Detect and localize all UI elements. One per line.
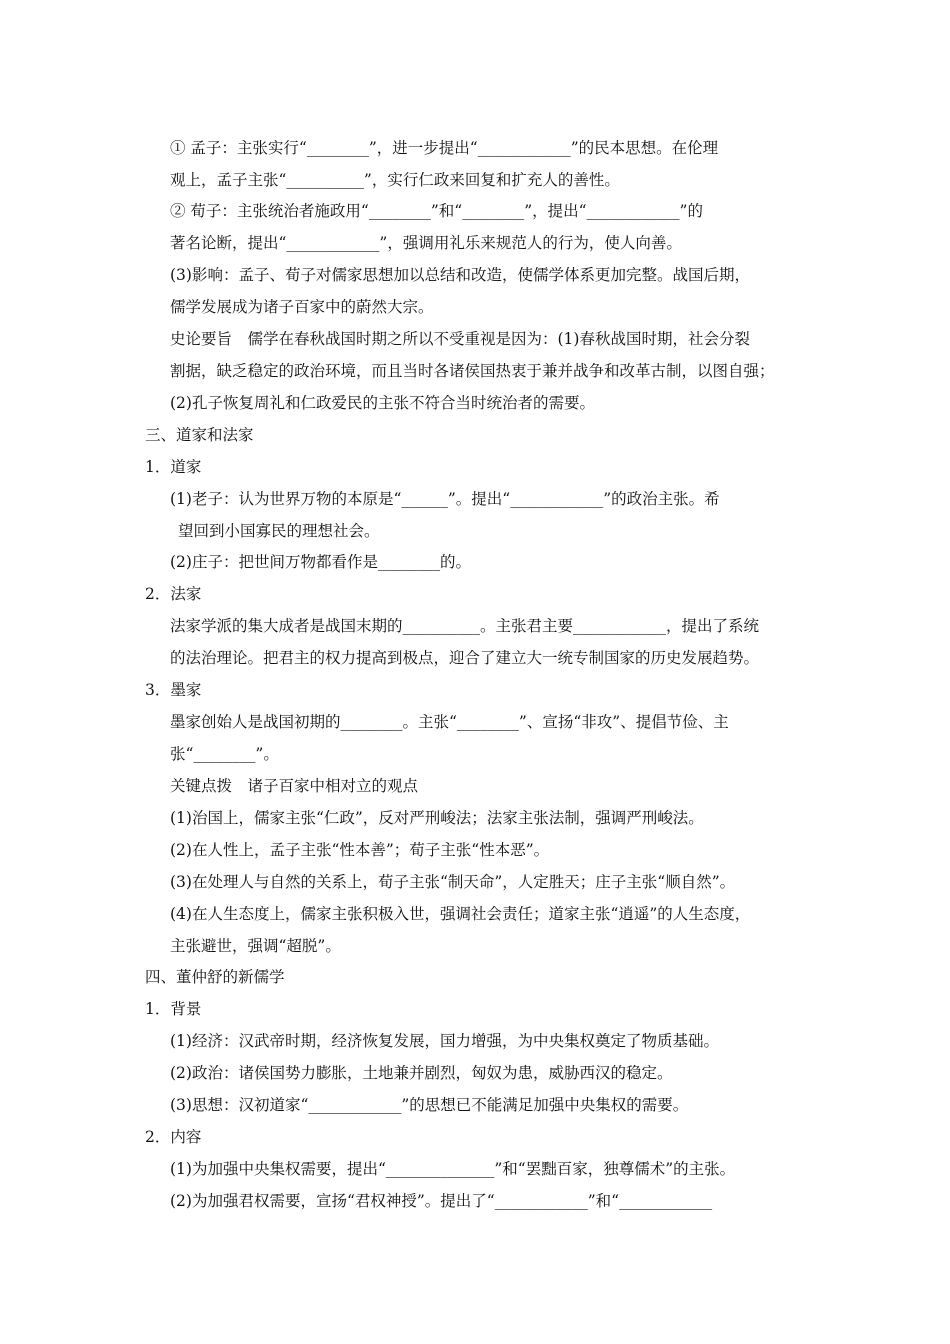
subsection-heading: 1．道家 [145,458,202,476]
text-line: (2)政治：诸侯国势力膨胀，土地兼并剧烈，匈奴为患，威胁西汉的稳定。 [170,1064,673,1082]
text-line: 儒学发展成为诸子百家中的蔚然大宗。 [170,298,434,316]
section-heading: 三、道家和法家 [145,426,254,444]
text-line: (1)为加强中央集权需要，提出“______________”和“罢黜百家，独尊儒术”的主张。 [170,1160,736,1178]
key-point-heading: 关键点拨 诸子百家中相对立的观点 [170,777,419,795]
text-line: (3)影响：孟子、荀子对儒家思想加以总结和改造，使儒学体系更加完整。战国后期， [170,266,750,284]
text-line: ② 荀子：主张统治者施政用“________”和“________”，提出“____________”的 [170,202,703,220]
text-line: (2)孔子恢复周礼和仁政爱民的主张不符合当时统治者的需要。 [170,394,595,412]
text-line: (1)老子：认为世界万物的本原是“______”。提出“____________”的政治主张。希 [170,490,720,508]
text-line: 割据，缺乏稳定的政治环境，而且当时各诸侯国热衷于兼并战争和改革古制，以图自强； [170,362,775,380]
text-line: (2)庄子：把世间万物都看作是________的。 [170,553,471,571]
text-line: (2)为加强君权需要，宣扬“君权神授”。提出了“____________”和“____________ [170,1192,713,1210]
subsection-heading: 2．内容 [145,1128,202,1146]
subsection-heading: 3．墨家 [145,681,202,699]
text-line: ① 孟子：主张实行“________”，进一步提出“____________”的民本思想。在伦理 [170,139,719,157]
text-line: 主张避世，强调“超脱”。 [170,937,341,955]
text-line: (1)治国上，儒家主张“仁政”，反对严刑峻法；法家主张法制，强调严刑峻法。 [170,809,704,827]
text-line: (2)在人性上，孟子主张“性本善”；荀子主张“性本恶”。 [170,841,550,859]
text-line: (4)在人生态度上，儒家主张积极入世，强调社会责任；道家主张“逍遥”的人生态度， [170,905,751,923]
text-line: 张“________”。 [170,745,279,763]
text-line: 的法治理论。把君主的权力提高到极点，迎合了建立大一统专制国家的历史发展趋势。 [170,649,760,667]
text-line: 观上，孟子主张“__________”，实行仁政来回复和扩充人的善性。 [170,171,620,189]
text-line: 史论要旨 儒学在春秋战国时期之所以不受重视是因为：(1)春秋战国时期，社会分裂 [170,330,750,348]
subsection-heading: 2．法家 [145,585,202,603]
subsection-heading: 1．背景 [145,1000,202,1018]
text-line: (1)经济：汉武帝时期，经济恢复发展，国力增强，为中央集权奠定了物质基础。 [170,1032,719,1050]
text-line: 墨家创始人是战国初期的________。主张“________”、宣扬“非攻”、提倡节俭、主 [170,713,729,731]
text-line: 著名论断，提出“____________”，强调用礼乐来规范人的行为，使人向善。 [170,234,682,252]
text-line: (3)思想：汉初道家“____________”的思想已不能满足加强中央集权的需要。 [170,1096,689,1114]
text-line: 法家学派的集大成者是战国末期的__________。主张君主要____________，提出了系统 [170,617,760,635]
text-line: 望回到小国寡民的理想社会。 [178,522,380,540]
text-line: (3)在处理人与自然的关系上，荀子主张“制天命”，人定胜天；庄子主张“顺自然”。 [170,873,736,891]
section-heading: 四、董仲舒的新儒学 [145,968,285,986]
